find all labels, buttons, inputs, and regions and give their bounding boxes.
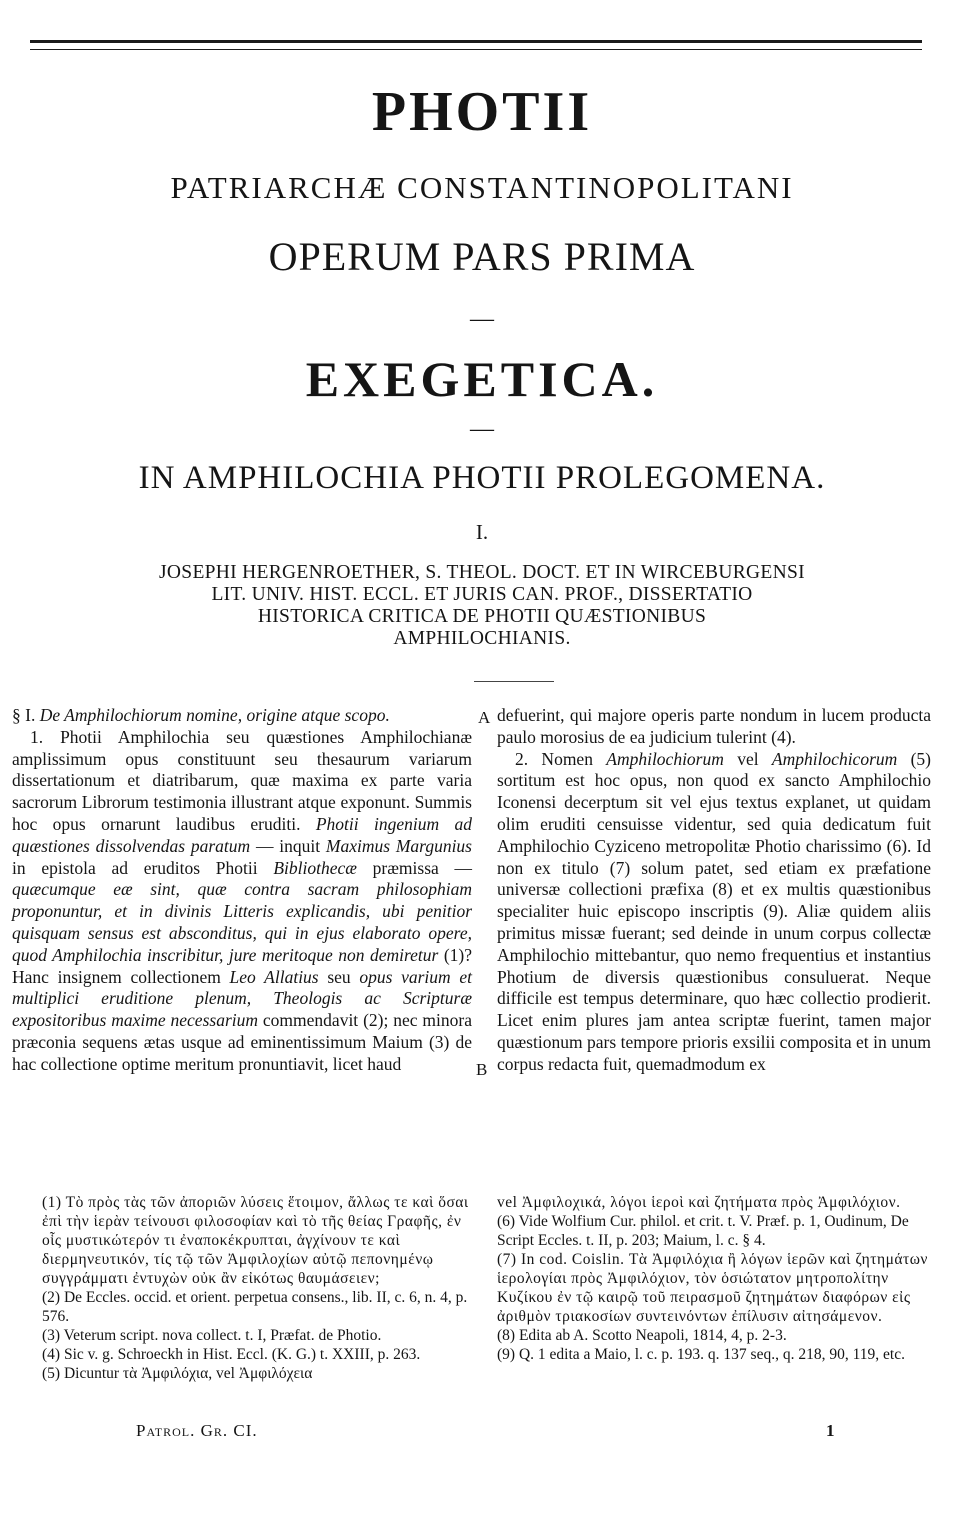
italic-run: opus varium et multiplici eruditione plenum, Theologis ac Scripturæ expositoribus maxime necessarium bbox=[12, 966, 472, 1031]
text-run: — inquit bbox=[250, 835, 326, 856]
author-line: AMPHILOCHIANIS. bbox=[393, 628, 571, 649]
footer-patrol-signature: Patrol. Gr. CI. bbox=[136, 1421, 258, 1440]
top-double-rule bbox=[30, 40, 922, 50]
author-block bbox=[0, 562, 964, 650]
text-run: seu bbox=[318, 966, 360, 987]
page-number: 1 bbox=[826, 1421, 835, 1440]
text-run: (1)? Hanc insignem collectionem bbox=[12, 944, 472, 987]
footnote: (4) Sic v. g. Schroeckh in Hist. Eccl. (K. G.) t. XXIII, p. 263. bbox=[42, 1346, 421, 1363]
author-line: LIT. UNIV. HIST. ECCL. ET JURIS CAN. PROF., DISSERTATIO bbox=[211, 584, 753, 605]
margin-letter-b: B bbox=[476, 1060, 488, 1079]
margin-letter-a: A bbox=[478, 708, 491, 727]
text-run: 2. Nomen bbox=[515, 748, 607, 769]
text-run: præmissa — bbox=[356, 857, 472, 878]
footnotes-left bbox=[42, 1193, 472, 1383]
italic-run: Amphilochicorum bbox=[771, 748, 898, 769]
title-dash: — bbox=[470, 306, 494, 332]
italic-run: quæcumque eæ sint, quæ contra sacram philosophiam proponuntur, et in divinis Litteris explicandis, ubi penitior quisquam sensus est absconditus, qui in ejus elaborato opere, quod Amphilochia inscribitur, jure meritoque non demiretur bbox=[12, 879, 472, 965]
italic-run: Photii ingenium ad quæstiones dissolvendas paratum bbox=[12, 813, 472, 856]
text-run: commendavit (2); nec minora præconia sequens ætas usque ad eminentissimum Maium (3) de hac collectione optime meritum pronuntiavit, licet haud bbox=[12, 1010, 472, 1074]
text-run: 1. Photii Amphilochia seu quæstiones Amphilochianæ amplissimum opus constituunt seu thesaurum variarum dissertationum et diatribarum, quæ maxima ex parte varia sacrorum Librorum testimonia illustrant atque exponunt. Summis hoc opus ornarunt laudibus eruditi. bbox=[12, 726, 472, 834]
main-title: PHOTII bbox=[371, 81, 593, 143]
footnote: (2) De Eccles. occid. et orient. perpetua consens., lib. II, c. 6, n. 4, p. 576. bbox=[42, 1289, 468, 1325]
footnote: (6) Vide Wolfium Cur. philol. et crit. t. V. Præf. p. 1, Oudinum, De Script Eccles. t. II, p. 203; Maium, l. c. § 4. bbox=[497, 1213, 909, 1249]
paragraph: defuerint, qui majore operis parte nondum in lucem producta paulo morosius de ea judicium tulerint (4). bbox=[497, 705, 931, 747]
footnote: (5) Dicuntur τὰ Ἀμφιλόχια, vel Ἀμφιλόχεια bbox=[42, 1365, 313, 1382]
section-title: EXEGETICA. bbox=[305, 351, 659, 407]
section-heading-text: De Amphilochiorum nomine, origine atque scopo. bbox=[39, 705, 390, 725]
text-run: vel bbox=[723, 748, 772, 769]
footnote: (1) Τὸ πρὸς τὰς τῶν ἀποριῶν λύσεις ἕτοιμον, ἄλλως τε καὶ ὅσαι ἐπὶ τὴν ἱερὰν τείνουσι φιλοσοφίαν καὶ τὸ τῆς θείας Γραφῆς, ἐν οἷς μυστικώτερόν τι ἐναποκέκρυπται, ἀγχίνουν τε καὶ διερμηνευτικόν, τίς τῷ τῶν Ἀμφιλοχίων αὐτῷ πεπονημένῳ συγγράμματι ἐντυχὼν οὐκ ἂν εἰκότως θαυμάσειεν; bbox=[42, 1194, 469, 1287]
footnotes-right bbox=[497, 1193, 931, 1364]
paragraph bbox=[497, 749, 931, 1076]
italic-run: Maximus Margunius bbox=[325, 835, 472, 856]
part-title: OPERUM PARS PRIMA bbox=[268, 234, 696, 279]
italic-run: Bibliothecæ bbox=[273, 857, 357, 878]
left-column bbox=[12, 705, 472, 1076]
text-run: in epistola ad eruditos Photii bbox=[12, 857, 274, 878]
paragraph bbox=[12, 727, 472, 1076]
italic-run: Leo Allatius bbox=[229, 966, 319, 987]
section-heading bbox=[12, 705, 472, 727]
author-line: JOSEPHI HERGENROETHER, S. THEOL. DOCT. ET IN WIRCEBURGENSI bbox=[159, 562, 805, 583]
text-run: (5) sortitum est hoc opus, non quod ex sancto Amphilochio Iconensi decerptum sit vel ejus textus explanet, ut quidam olim eruditi censuisse videntur, sed quia dedicatum fuit Amphilochio Cyziceno metropolitæ Photio charissimo (6). Id non ex titulo (7) solum patet, sed etiam ex præfatione universæ collectioni præfixa (8) et ex multis quæstionibus specialiter huic episcopo inscriptis (9). Aliæ quidem aliis primitus missæ fuerant; sed deinde in unum corpus collectæ Amphilochio mittebantur, quo nemo frequentius et instantius Photium de diversis quæstionibus consuluerat. Neque difficile est tempus determinare, quo hæc collectio prodierit. Licet enim plures jam antea scriptæ fuerint, tamen major quæstionum pars tempore prioris exsilii composita et in unum corpus redacta fuit, quemadmodum ex bbox=[497, 748, 931, 1074]
subtitle: PATRIARCHÆ CONSTANTINOPOLITANI bbox=[170, 170, 794, 205]
roman-numeral: I. bbox=[475, 520, 489, 544]
footnote: vel Ἀμφιλοχικά, λόγοι ἱεροὶ καὶ ζητήματα πρὸς Ἀμφιλόχιον. bbox=[497, 1194, 901, 1211]
footnote: (9) Q. 1 edita a Maio, l. c. p. 193. q. 137 seq., q. 218, 90, 119, etc. bbox=[497, 1346, 905, 1363]
title-dash: — bbox=[470, 416, 494, 442]
right-column bbox=[497, 705, 931, 1076]
section-heading-prefix: § I. bbox=[12, 705, 36, 725]
author-line: HISTORICA CRITICA DE PHOTII QUÆSTIONIBUS bbox=[257, 606, 707, 627]
prolegomena-title: IN AMPHILOCHIA PHOTII PROLEGOMENA. bbox=[138, 460, 826, 496]
italic-run: Amphilochiorum bbox=[606, 748, 724, 769]
footnote: (7) In cod. Coislin. Τὰ Ἀμφιλόχια ἢ λόγων ἱερῶν καὶ ζητημάτων ἱερολογίαι πρὸς Ἀμφιλόχιον, τὸν ὁσιώτατον μητροπολίτην Κυζίκου ἐν τῷ καιρῷ τοῦ πειρασμοῦ ζητημάτων διαφόρων εἰς ἀριθμὸν τριακοσίων συντεινόντων ἐπίλυσιν αἰτησάμενον. bbox=[497, 1251, 928, 1325]
ornament-rule bbox=[474, 681, 554, 682]
footnote: (3) Veterum script. nova collect. t. I, Præfat. de Photio. bbox=[42, 1327, 382, 1344]
footnote: (8) Edita ab A. Scotto Neapoli, 1814, 4, p. 2-3. bbox=[497, 1327, 787, 1344]
